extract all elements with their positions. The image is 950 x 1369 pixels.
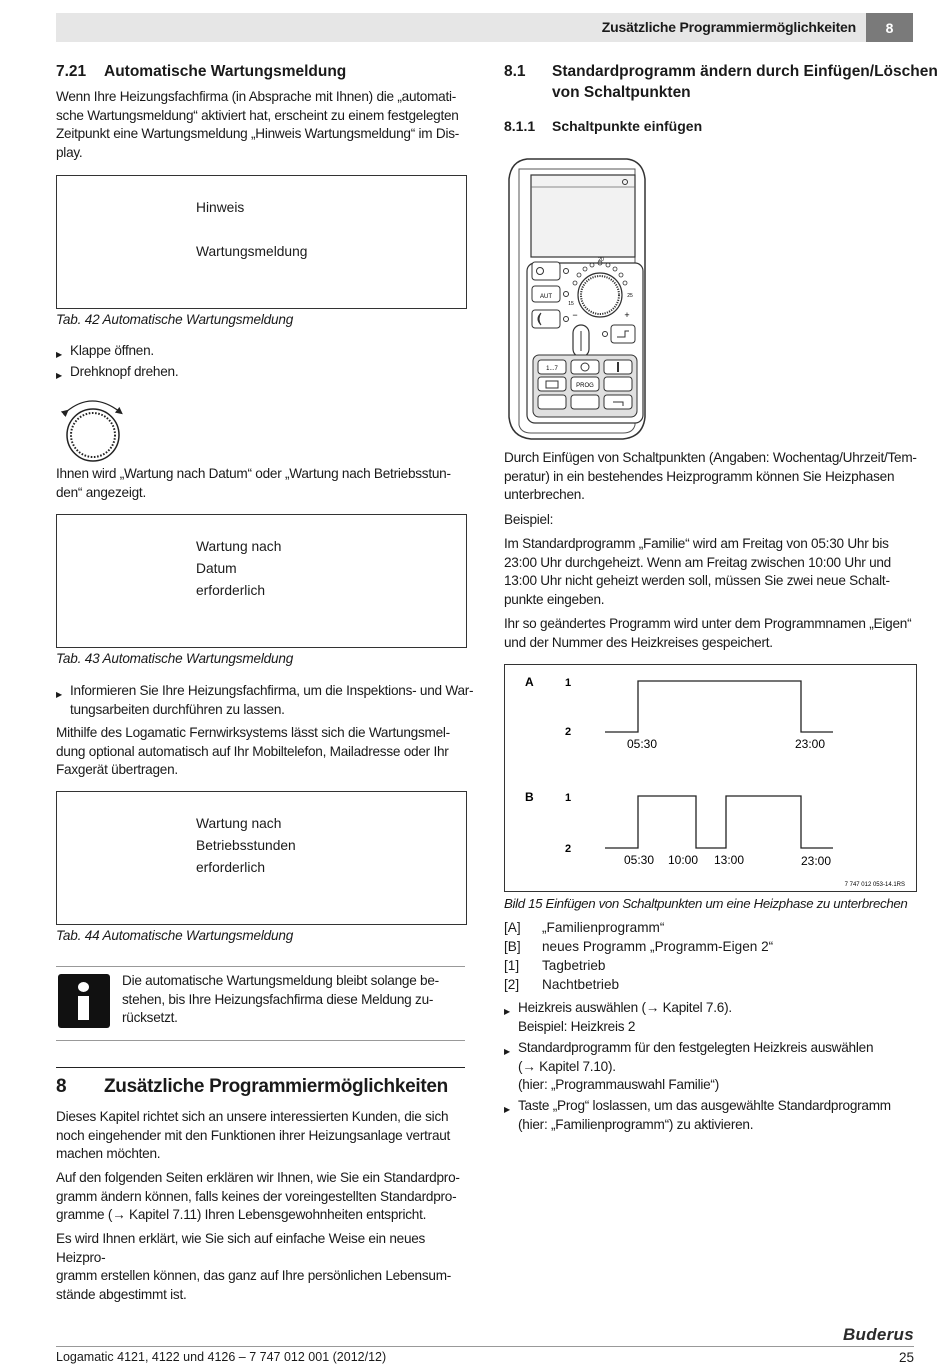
control-unit-illustration [505,155,650,445]
section-8-1-heading-cont: von Schaltpunkten [552,84,691,101]
level-1-label: 1 [565,677,572,689]
switching-timing-diagram [504,664,917,892]
chapter-number: 8 [866,13,913,42]
chapter-intro: Dieses Kapitel richtet sich an unsere interessierten Kunden, die sich noch eingehender mit den Funktionen ihrer Heizungsanlage vertraut machen möchten. [56,1109,451,1161]
divider [56,1040,465,1041]
intro-paragraph: Wenn Ihre Heizungsfachfirma (in Absprache mit Ihnen) die „automati- sche Wartungsmeldung“ aktiviert hat, erscheint zu einem festgelegten Zeitpunkt eine Wartungsmeldung „Hinweis Wartungsmeldung“ im Dis- play. [56,89,460,160]
info-note: Die automatische Wartungsmeldung bleibt solange be- stehen, bis Ihre Heizungsfachfirma diese Meldung zu- rücksetzt. [122,973,439,1025]
level-1-label: 1 [565,792,572,804]
table-caption: Tab. 44 Automatische Wartungsmeldung [56,928,294,943]
program-b-label: B [525,790,534,804]
program-a-signal [605,681,833,732]
display-line: Hinweis [196,200,245,215]
program-a-label: A [525,675,534,689]
divider [56,966,465,967]
legend-item: [A] „Familienprogramm“ [504,920,665,935]
display-line: Wartung nach [196,816,282,831]
dial-tick-label: 20 [598,257,604,263]
legend-item: [2] Nachtbetrieb [504,977,620,992]
section-8-heading: 8 Zusätzliche Programmiermöglichkeiten [56,1076,448,1097]
time-label: 05:30 [624,853,655,867]
legend-item: [B] neues Programm „Programm-Eigen 2“ [504,939,774,954]
aut-button-label: AUT [540,294,552,300]
table-caption: Tab. 43 Automatische Wartungsmeldung [56,651,294,666]
plus-label: + [624,310,630,320]
minus-label: − [572,310,578,320]
buderus-logo: Buderus [842,1325,914,1344]
display-box-tab43 [56,514,467,648]
display-box-tab42 [56,175,467,309]
display-box-tab44 [56,791,467,925]
time-label: 13:00 [714,853,745,867]
step-item: ▶ Heizkreis auswählen (→ Kapitel 7.6). Beispiel: Heizkreis 2 [504,999,928,1036]
display-line: Wartung nach [196,539,282,554]
table-caption: Tab. 42 Automatische Wartungsmeldung [56,312,294,327]
step-item: ▶ Standardprogramm für den festgelegten Heizkreis auswählen (→ Kapitel 7.10). (hier: „Programmauswahl Familie“) [504,1039,928,1095]
header-title: Zusätzliche Programmiermöglichkeiten [601,19,856,35]
level-2-label: 2 [565,843,572,855]
footer-document-id: Logamatic 4121, 4122 und 4126 – 7 747 012 001 (2012/12) [56,1350,387,1364]
display-line: erforderlich [196,860,266,875]
right-paragraph-3: Ihr so geändertes Programm wird unter dem Programmnamen „Eigen“ und der Nummer des Heizkreises gespeichert. [504,616,912,650]
step-item: ▶ Taste „Prog“ loslassen, um das ausgewählte Standardprogramm (hier: „Familienprogramm“) zu aktivieren. [504,1097,928,1134]
legend-item: [1] Tagbetrieb [504,958,606,973]
prog-button-label: PROG [576,383,594,389]
dial-tick-label: 15 [568,301,574,307]
footer-rule [56,1346,914,1347]
divider [56,1067,465,1068]
right-paragraph-2: Im Standardprogramm „Familie“ wird am Freitag von 05:30 Uhr bis 23:00 Uhr durchgeheizt. Wenn am Freitag zwischen 10:00 Uhr und 13:00 Uhr nicht geheizt werden soll, müssen Sie zwei neue Schalt- punkte eingeben. [504,536,891,607]
dial-tick-label: 25 [627,293,633,299]
figure-caption: Bild 15 Einfügen von Schaltpunkten um eine Heizphase zu unterbrechen [504,896,908,911]
level-2-label: 2 [565,726,572,738]
fernwirk-paragraph: Mithilfe des Logamatic Fernwirksystems lässt sich die Wartungsmel- dung optional automatisch auf Ihr Mobiltelefon, Mailadresse oder Ihr Faxgerät übertragen. [56,725,450,777]
time-label: 23:00 [795,737,826,751]
right-paragraph-1: Durch Einfügen von Schaltpunkten (Angaben: Wochentag/Uhrzeit/Tem- peratur) in ein bestehendes Heizprogramm können Sie Heizphasen unterbrechen. [504,450,917,502]
display-line: Betriebsstunden [196,838,296,853]
step-item: ▶ Drehknopf drehen. [56,363,178,382]
example-label: Beispiel: [504,512,554,527]
display-line: Wartungsmeldung [196,244,308,259]
shown-paragraph: Ihnen wird „Wartung nach Datum“ oder „Wartung nach Betriebsstun- den“ angezeigt. [56,466,451,500]
page-number: 25 [898,1350,914,1365]
step-item: ▶ Informieren Sie Ihre Heizungsfachfirma, um die Inspektions- und War- tungsarbeiten durchführen zu lassen. [56,682,482,719]
info-icon [58,974,110,1028]
step-item: ▶ Klappe öffnen. [56,342,154,361]
time-label: 10:00 [668,853,699,867]
display-line: Datum [196,561,237,576]
section-8-1-heading: 8.1 Standardprogramm ändern durch Einfügen/Löschen [504,63,938,80]
figure-reference: 7 747 012 053-14.1RS [844,882,905,888]
section-8-1-1-heading: 8.1.1 Schaltpunkte einfügen [504,118,703,134]
time-label: 05:30 [627,737,658,751]
display-line: erforderlich [196,583,266,598]
chapter-paragraph: Auf den folgenden Seiten erklären wir Ihnen, wie Sie ein Standardpro- gramm ändern können, falls keines der voreingestellten Standardpro- gramme (→ Kapitel 7.11) Ihren Lebensgewohnheiten entspricht. [56,1170,460,1222]
chapter-paragraph: Es wird Ihnen erklärt, wie Sie sich auf einfache Weise ein neues Heizpro- gramm erstellen können, das ganz auf Ihre persönlichen Lebensum- stände abgestimmt ist. [56,1231,452,1302]
section-7-21-heading: 7.21 Automatische Wartungsmeldung [56,63,347,80]
rotary-knob-icon [56,392,136,464]
days-button-label: 1...7 [546,366,558,372]
time-label: 23:00 [801,854,832,868]
timing-diagram-svg [505,665,916,891]
program-b-signal [605,796,833,848]
